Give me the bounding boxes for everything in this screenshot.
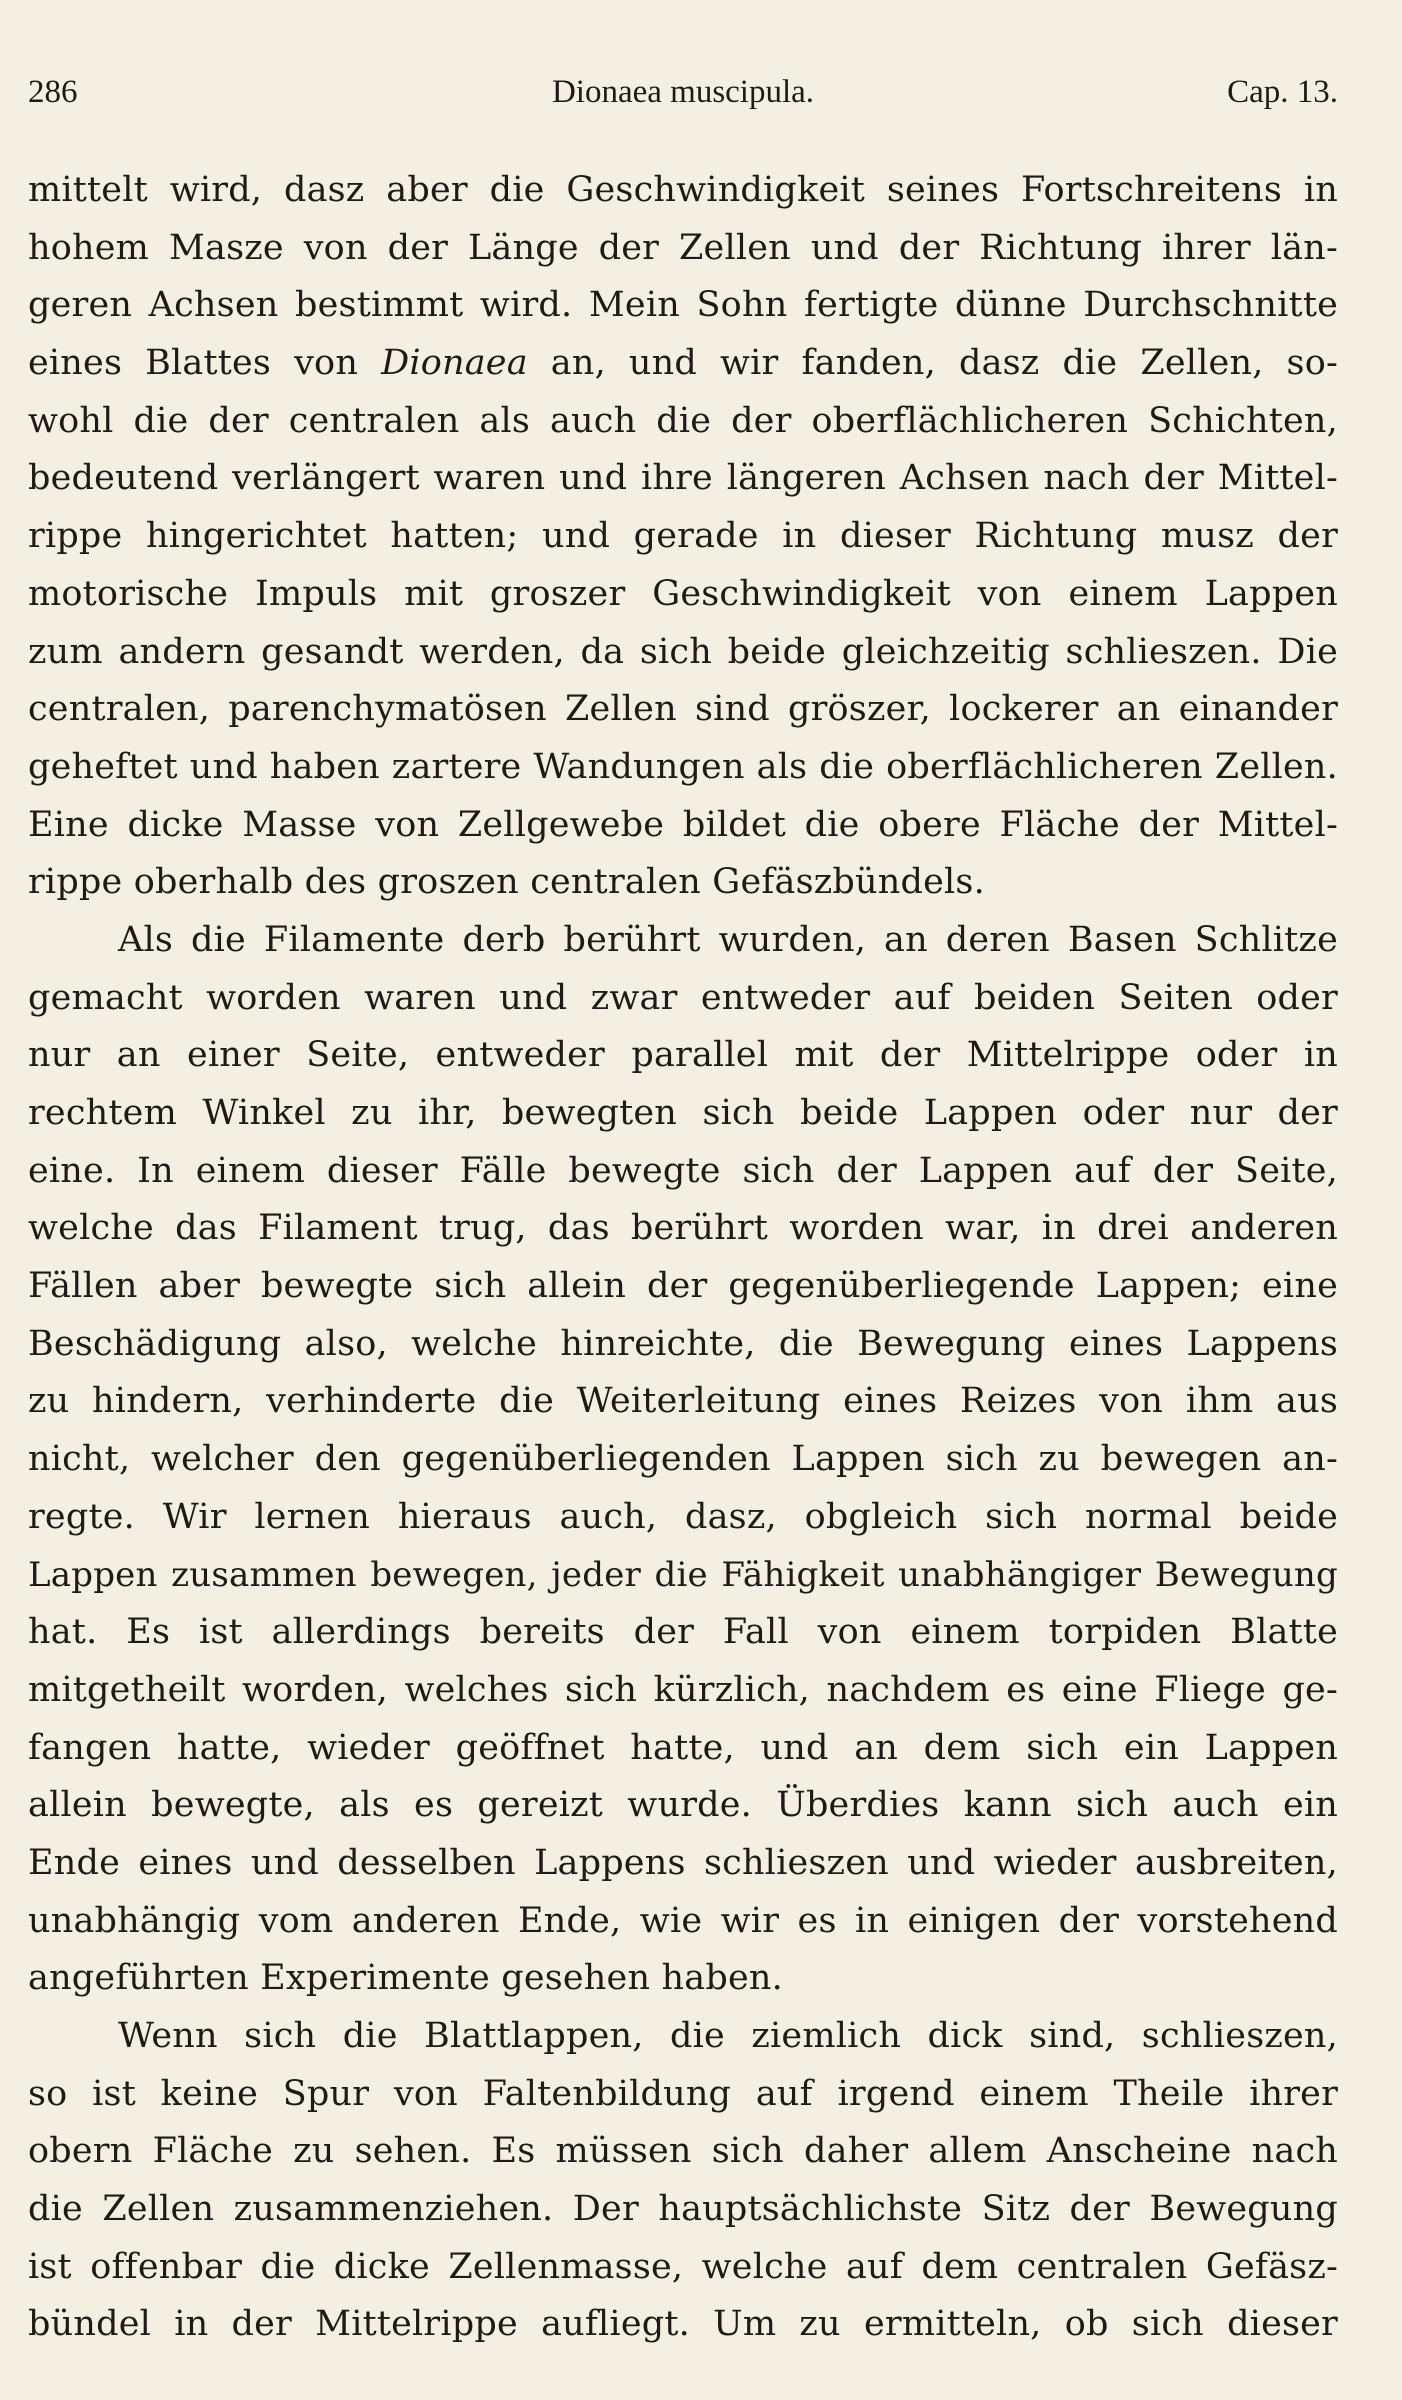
text-line: zu hindern, verhinderte die Weiterleitung eines Reizes von ihm aus <box>28 1381 1338 1422</box>
text-line: bündel in der Mittelrippe aufliegt. Um zu ermitteln, ob sich dieser <box>28 2304 1338 2345</box>
text-line: fangen hatte, wieder geöffnet hatte, und an dem sich ein Lappen <box>28 1727 1338 1768</box>
text-segment: eines Blattes von <box>28 343 382 384</box>
text-line: unabhängig vom anderen Ende, wie wir es in einigen der vorstehend <box>28 1900 1338 1941</box>
text-line: allein bewegte, als es gereizt wurde. Überdies kann sich auch ein <box>28 1785 1338 1826</box>
text-line: geren Achsen bestimmt wird. Mein Sohn fertigte dünne Durchschnitte <box>28 285 1338 326</box>
text-line: hohem Masze von der Länge der Zellen und der Richtung ihrer län- <box>28 227 1338 268</box>
text-line: nur an einer Seite, entweder parallel mit der Mittelrippe oder in <box>28 1035 1338 1076</box>
text-line: Lappen zusammen bewegen, jeder die Fähigkeit unabhängiger Bewegung <box>28 1554 1338 1595</box>
italic-taxon-name: Dionaea <box>381 343 528 384</box>
text-line: gemacht worden waren und zwar entweder auf beiden Seiten oder <box>28 977 1338 1018</box>
text-line: Fällen aber bewegte sich allein der gegenüberliegende Lappen; eine <box>28 1266 1338 1307</box>
text-line: regte. Wir lernen hieraus auch, dasz, obgleich sich normal beide <box>28 1496 1338 1537</box>
text-line: wohl die der centralen als auch die der oberflächlicheren Schichten, <box>28 400 1338 441</box>
text-line: rechtem Winkel zu ihr, bewegten sich beide Lappen oder nur der <box>28 1093 1338 1133</box>
text-line: hat. Es ist allerdings bereits der Fall von einem torpiden Blatte <box>28 1612 1338 1653</box>
chapter-label: Cap. 13. <box>1227 74 1338 110</box>
text-line <box>28 335 1338 393</box>
text-segment: an, und wir fanden, dasz die Zellen, so- <box>527 343 1338 384</box>
text-line: mitgetheilt worden, welches sich kürzlich, nachdem es eine Fliege ge- <box>28 1669 1338 1710</box>
text-line: welche das Filament trug, das berührt worden war, in drei anderen <box>28 1208 1338 1249</box>
text-line: mittelt wird, dasz aber die Geschwindigkeit seines Fortschreitens in <box>28 170 1338 210</box>
text-line: geheftet und haben zartere Wandungen als die oberflächlicheren Zellen. <box>28 746 1338 787</box>
text-line: rippe hingerichtet hatten; und gerade in dieser Richtung musz der <box>28 516 1338 557</box>
running-title: Dionaea muscipula. <box>551 74 815 110</box>
text-line: Eine dicke Masse von Zellgewebe bildet die obere Fläche der Mittel- <box>28 804 1338 845</box>
page-header <box>28 74 1338 134</box>
text-line: Als die Filamente derb berührt wurden, an deren Basen Schlitze <box>118 919 1338 960</box>
text-line: Beschädigung also, welche hinreichte, die Bewegung eines Lappens <box>28 1323 1338 1364</box>
text-line: centralen, parenchymatösen Zellen sind gröszer, lockerer an einander <box>28 689 1338 730</box>
text-line: motorische Impuls mit groszer Geschwindigkeit von einem Lappen <box>28 573 1338 614</box>
text-line: rippe oberhalb des groszen centralen Gefäszbündels. <box>28 862 985 903</box>
text-line: ist offenbar die dicke Zellenmasse, welche auf dem centralen Gefäsz- <box>28 2246 1338 2287</box>
text-line: angeführten Experimente gesehen haben. <box>28 1958 783 1999</box>
body-text <box>28 162 1338 2354</box>
text-line: zum andern gesandt werden, da sich beide gleichzeitig schlieszen. Die <box>28 631 1338 672</box>
text-line: nicht, welcher den gegenüberliegenden Lappen sich zu bewegen an- <box>28 1439 1338 1480</box>
page-number: 286 <box>28 74 78 110</box>
text-line: bedeutend verlängert waren und ihre längeren Achsen nach der Mittel- <box>28 458 1338 499</box>
text-line: Ende eines und desselben Lappens schlieszen und wieder ausbreiten, <box>28 1842 1338 1883</box>
text-line: so ist keine Spur von Faltenbildung auf irgend einem Theile ihrer <box>28 2073 1338 2114</box>
text-line: die Zellen zusammenziehen. Der hauptsächlichste Sitz der Bewegung <box>28 2189 1338 2230</box>
text-line: obern Fläche zu sehen. Es müssen sich daher allem Anscheine nach <box>28 2131 1338 2172</box>
text-line: Wenn sich die Blattlappen, die ziemlich dick sind, schlieszen, <box>118 2016 1338 2056</box>
text-line: eine. In einem dieser Fälle bewegte sich der Lappen auf der Seite, <box>28 1150 1338 1191</box>
